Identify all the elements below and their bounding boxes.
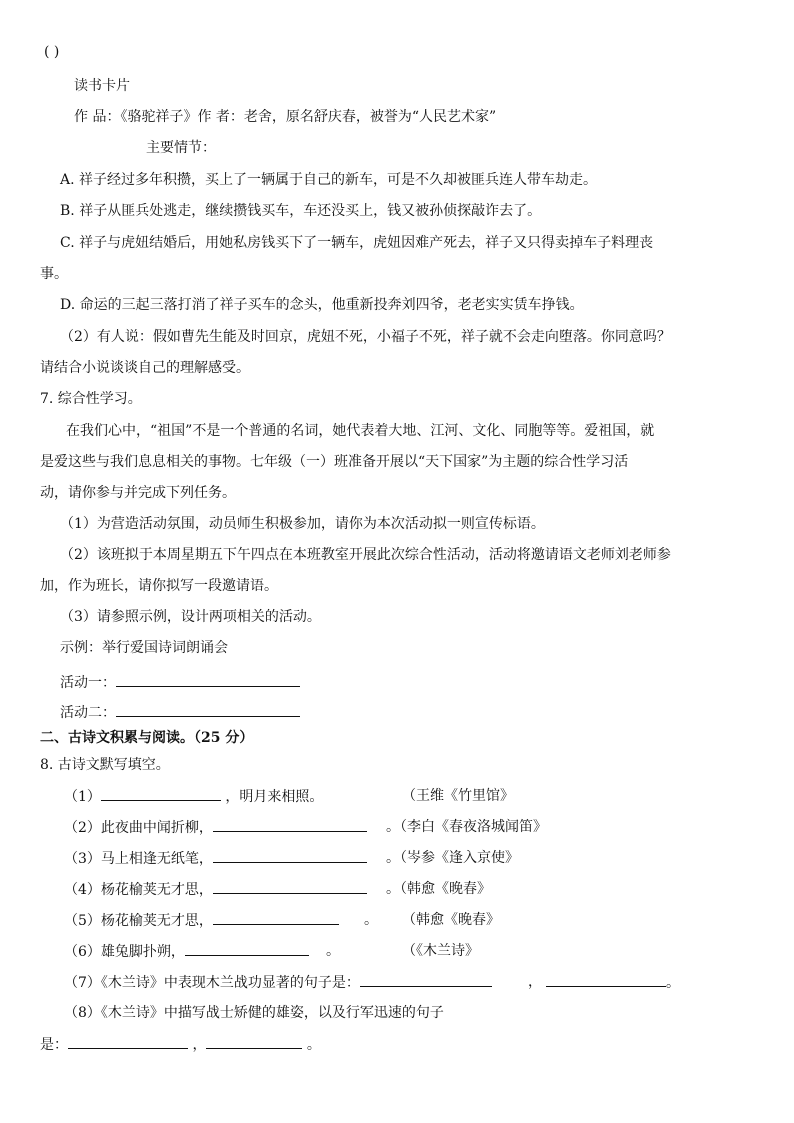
- q8-l7-blank-2[interactable]: [546, 972, 666, 987]
- q7-task1: （1）为营造活动氛围，动员师生积极参加，请你为本次活动拟一则宣传标语。: [60, 516, 545, 532]
- q8-l8-blank-2[interactable]: [206, 1034, 302, 1049]
- q7-task2-1: （2）该班拟于本周星期五下午四点在本班教室开展此次综合性活动，活动将邀请语文老师刘老师参: [60, 547, 671, 563]
- q8-l5-end: 。: [364, 912, 378, 928]
- q8-line4: [64, 879, 367, 900]
- q8-line5: [64, 910, 339, 931]
- q8-l7-comma: ，: [528, 974, 542, 990]
- activity1-row: [60, 672, 300, 693]
- q8-line6: [64, 941, 309, 962]
- q6-2-line2: 请结合小说谈谈自己的理解感受。: [40, 360, 250, 376]
- q8-l4-prefix: （4）杨花榆荚无才思，: [64, 882, 213, 898]
- card-plot-label: 主要情节：: [146, 140, 216, 156]
- q8-l7-blank-1[interactable]: [360, 972, 492, 987]
- q8-l2-blank[interactable]: [213, 817, 367, 832]
- q8-l8-prefix: 是：: [40, 1037, 68, 1053]
- activity2-blank[interactable]: [116, 702, 300, 717]
- q7-task3: （3）请参照示例，设计两项相关的活动。: [60, 609, 321, 625]
- activity2-row: [60, 702, 300, 723]
- q8-l7-prefix: （7）《木兰诗》中表现木兰战功显著的句子是：: [64, 975, 360, 991]
- q7-intro-1: 在我们心中，“祖国”不是一个普通的名词，她代表着大地、江河、文化、同胞等等。爱祖国，就: [66, 423, 655, 439]
- q8-l3-blank[interactable]: [213, 848, 367, 863]
- q8-l1-prefix: （1）: [64, 789, 101, 805]
- q8-l6-blank[interactable]: [185, 941, 309, 956]
- q8-l1-source: （王维《竹里馆》: [402, 788, 514, 804]
- q8-l3-source: 。（岑参《逢入京使》: [386, 850, 519, 866]
- q8-l4-blank[interactable]: [213, 879, 367, 894]
- q7-intro-2: 是爱这些与我们息息相关的事物。七年级（一）班准备开展以“天下国家”为主题的综合性学习活: [40, 454, 629, 470]
- q8-l2-prefix: （2）此夜曲中闻折柳，: [64, 820, 213, 836]
- q8-l3-prefix: （3）马上相逢无纸笔，: [64, 851, 213, 867]
- q8-l1-blank[interactable]: [101, 786, 221, 801]
- q8-l6-source: （《木兰诗》: [402, 943, 479, 959]
- card-work-line: 作 品：《骆驼祥子》作 者：老舍，原名舒庆春，被誉为“人民艺术家”: [74, 109, 497, 125]
- q8-l6-end: 。: [326, 943, 340, 959]
- q8-line8-answer: [40, 1034, 321, 1055]
- option-b: B. 祥子从匪兵处逃走，继续攒钱买车，车还没买上，钱又被孙侦探敲诈去了。: [60, 203, 542, 219]
- q8-l2-source: 。（李白《春夜洛城闻笛》: [386, 819, 547, 835]
- q8-l6-prefix: （6）雄兔脚扑朔，: [64, 944, 185, 960]
- q8-l8-text: （8）《木兰诗》中描写战士矫健的雄姿，以及行军迅速的句子: [64, 1005, 444, 1021]
- q8-l5-source: （韩愈《晚春》: [402, 912, 500, 928]
- q7-example: 示例：举行爱国诗词朗诵会: [60, 640, 228, 656]
- activity2-label: 活动二：: [60, 705, 116, 721]
- answer-parenthesis: ( ): [44, 44, 60, 60]
- q7-title: 7. 综合性学习。: [40, 391, 142, 407]
- activity1-blank[interactable]: [116, 672, 300, 687]
- option-d: D. 命运的三起三落打消了祥子买车的念头，他重新投奔刘四爷，老老实实赁车挣钱。: [60, 297, 584, 313]
- q8-line1: [64, 786, 323, 807]
- q7-intro-3: 动，请你参与并完成下列任务。: [40, 485, 236, 501]
- q8-l4-source: 。（韩愈《晚春》: [386, 881, 491, 897]
- q8-l8-end: 。: [306, 1037, 321, 1053]
- q8-l5-prefix: （5）杨花榆荚无才思，: [64, 913, 213, 929]
- q7-task2-2: 加，作为班长，请你拟写一段邀请语。: [40, 578, 278, 594]
- q8-line7: [64, 972, 492, 993]
- q8-title: 8. 古诗文默写填空。: [40, 757, 170, 773]
- option-c: C. 祥子与虎妞结婚后，用她私房钱买下了一辆车，虎妞因难产死去，祥子又只得卖掉车子料理丧: [60, 235, 654, 251]
- q8-l7-end: 。: [666, 975, 680, 991]
- q8-l8-comma: ，: [192, 1037, 207, 1053]
- q6-2-line1: （2）有人说：假如曹先生能及时回京，虎妞不死，小福子不死，祥子就不会走向堕落。你同意吗？: [60, 329, 671, 345]
- activity1-label: 活动一：: [60, 675, 116, 691]
- q8-l8-blank-1[interactable]: [68, 1034, 188, 1049]
- q8-l1-text: ，明月来相照。: [225, 789, 324, 805]
- q8-l5-blank[interactable]: [213, 910, 339, 925]
- option-a: A. 祥子经过多年积攒，买上了一辆属于自己的新车，可是不久却被匪兵连人带车劫走。: [60, 172, 598, 188]
- card-title: 读书卡片: [74, 78, 130, 94]
- section2-heading: 二、古诗文积累与阅读。（25 分）: [40, 730, 254, 746]
- q8-l7-second: [546, 972, 680, 993]
- q8-line3: [64, 848, 367, 869]
- option-c-cont: 事。: [40, 266, 68, 282]
- q8-line2: [64, 817, 367, 838]
